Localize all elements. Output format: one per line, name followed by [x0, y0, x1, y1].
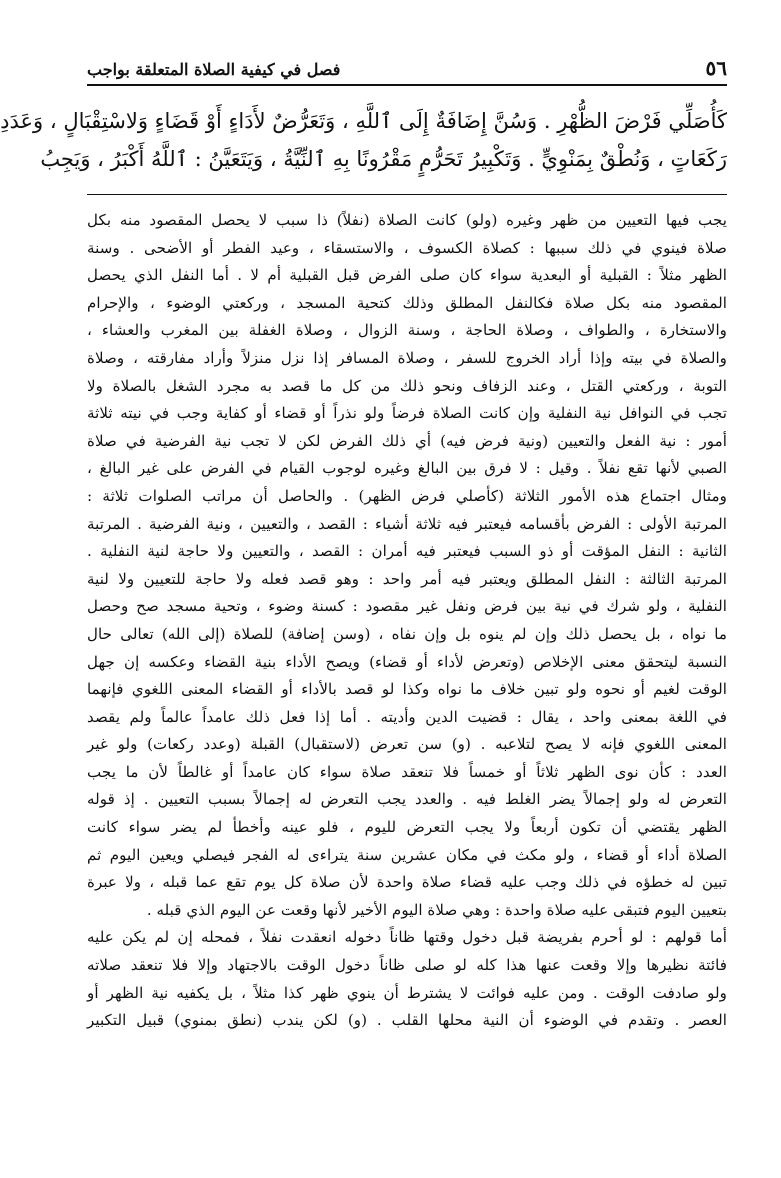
- divider-line: [87, 194, 727, 195]
- commentary-line: الصبي لأنها تقع نفلاً . وقيل : لا فرق بين البالغ وغيره لوجوب القيام في الفرض على غير البالغ ،: [87, 459, 727, 478]
- commentary-line: المقصود منه بكل صلاة فكالنفل المطلق وذلك كتحية المسجد ، وركعتي الوضوء ، والإحرام: [87, 293, 727, 312]
- commentary-line: الظهر مثلاً : القبلية أو البعدية سواء كان صلى الفرض قبل القبلية أم لا . أما النفل الذي يحصل: [87, 266, 727, 285]
- commentary-line: تجب في النوافل نية النفلية وإن كانت الصلاة فرضاً ولو نذراً أو قضاء أو كفاية وجب في نيته ثلاثة: [87, 404, 727, 423]
- commentary-line: فائتة نظيرها وإلا وقعت عنها هذا كله لو صلى ظاناً دخول الوقت بالاجتهاد وإلا فلا تنعقد صلاته: [87, 956, 727, 975]
- commentary-line: المرتبة الأولى : الفرض بأقسامه فيعتبر فيه ثلاثة أشياء : القصد ، والتعيين ، ونية الفرضية . المرتبة: [87, 514, 727, 533]
- commentary-text: [87, 207, 727, 1035]
- commentary-line: أما قولهم : لو أحرم بفريضة قبل دخول وقتها ظاناً دخوله انعقدت نفلاً ، فمحله إن لم يكن عليه: [87, 928, 727, 947]
- commentary-line: صلاة فينوي في ذلك سببها : كصلاة الكسوف ، والاستسقاء ، وعيد الفطر أو الأضحى . وسنة: [87, 238, 727, 257]
- commentary-line: النفلية ، ولو شرك في نية بين فرض ونفل غير مقصود : كسنة وضوء ، وتحية مسجد صح وحصل: [87, 597, 727, 616]
- commentary-line: ومثال اجتماع هذه الأمور الثلاثة (كأصلي فرض الظهر) . والحاصل أن مراتب الصلوات ثلاثة :: [87, 486, 727, 505]
- commentary-line: الثانية : النفل المؤقت أو ذو السبب فيعتبر فيه أمران : القصد ، والتعيين ولا حاجة لنية النفلية .: [87, 542, 727, 561]
- commentary-line: المعنى اللغوي فإنه لا يصح لتلاعبه . (و) سن تعرض (لاستقبال) القبلة (وعدد ركعات) ولو غير: [87, 735, 727, 754]
- commentary-line: الصلاة أداء أو قضاء ، ولو مكث في مكان عشرين سنة يتراءى له الفجر فيصلي ويعين اليوم ثم: [87, 845, 727, 864]
- page-number: ٥٦: [705, 56, 727, 80]
- commentary-line: والاستخارة ، والطواف ، وصلاة الحاجة ، وسنة الزوال ، وصلاة الغفلة بين المغرب والعشاء ،: [87, 321, 727, 340]
- commentary-line: يجب فيها التعيين من ظهر وغيره (ولو) كانت الصلاة (نفلاً) ذا سبب لا يحصل المقصود منه بكل: [87, 211, 727, 229]
- main-text: [0, 102, 727, 178]
- commentary-line: العصر . وتقدم في الوضوء أن النية محلها القلب . (و) لكن يندب (نطق بمنوي) قبيل التكبير: [87, 1011, 727, 1030]
- commentary-line: ما نواه ، بل يحصل ذلك وإن لم ينوه بل وإن نفاه ، (وسن إضافة) للصلاة (إلى الله) تعالى حال: [87, 624, 727, 643]
- commentary-line: النسبة ليتحقق معنى الإخلاص (وتعرض لأداء أو قضاء) ويصح الأداء بنية القضاء وعكسه إن جهل: [87, 652, 727, 671]
- chapter-title: فصل في كيفية الصلاة المتعلقة بواجب: [87, 60, 341, 79]
- book-page: [0, 56, 727, 1035]
- main-text-line: رَكَعَاتٍ ، وَنُطْقٌ بِمَنْوِيٍّ . وَتَكْبِيرُ تَحَرُّمٍ مَقْرُونًا بِهِ ٱلنِّيَّةُ ، وَيَتَعَيَّنُ : ٱللَّهُ أَكْبَرُ ، وَيَجِبُ: [40, 147, 727, 171]
- running-header: [87, 56, 727, 86]
- commentary-line: والصلاة في بيته وإذا أراد الخروج للسفر ، وصلاة المسافر إذا نزل منزلاً وأراد مفارقته ، وصلاة: [87, 348, 727, 367]
- commentary-line: أمور : نية الفعل والتعيين (ونية فرض فيه) أي ذلك الفرض لكن لا تجب نية الفرضية في صلاة: [87, 431, 727, 450]
- commentary-line: الوقت لغيم أو نحوه ولو تبين خلاف ما نواه وكذا لو قصد بالأداء أو القضاء المعنى اللغوي فإنهما: [87, 680, 727, 699]
- commentary-line: الظهر يقتضي أن تكون أربعاً ولا يجب التعرض لليوم ، فلو عينه وأخطأ لم يضر سواء كانت: [87, 818, 727, 837]
- commentary-line: في اللغة بمعنى واحد ، يقال : قضيت الدين وأديته . أما إذا فعل ذلك عامداً عالماً ولم يقصد: [87, 707, 727, 726]
- commentary-line: العدد : كأن نوى الظهر ثلاثاً أو خمساً فلا تنعقد صلاة سواء كان عامداً أو غالطاً لأن ما يجب: [87, 762, 727, 781]
- commentary-line: التوبة ، وركعتي القتل ، وعند الزفاف ونحو ذلك من كل ما قصد به مجرد الشغل بالصلاة ولا: [87, 376, 727, 395]
- commentary-line: التعرض له ولو إجمالاً يضر الغلط فيه . والعدد يجب التعرض له إجمالاً بسبب التعيين . إذ قوله: [87, 790, 727, 809]
- main-text-line: كَأُصَلِّي فَرْضَ الظُّهْرِ . وَسُنَّ إِضَافَةٌ إِلَى ٱللَّهِ ، وَتَعَرُّضٌ لأَدَاءٍ أَوْ قَضَاءٍ وَلاسْتِقْبَالٍ ، وَعَدَدِ: [0, 109, 727, 133]
- commentary-line: تبين له خطؤه في ذلك وجب عليه قضاء صلاة واحدة لأن صلاة كل يوم تقع عما قبله ، ولا عبرة: [87, 873, 727, 892]
- commentary-line: ولو صادفت الوقت . ومن عليه فوائت لا يشترط أن ينوي ظهر كذا مثلاً ، بل يكفيه نية الظهر أو: [87, 983, 727, 1002]
- commentary-line: المرتبة الثالثة : النفل المطلق ويعتبر فيه أمر واحد : وهو قصد فعله ولا حاجة للتعيين ولا لنية: [87, 569, 727, 588]
- commentary-line: بتعيين اليوم فتبقى عليه صلاة واحدة : وهي صلاة اليوم الأخير لأنها وقعت عن اليوم الذي قبله .: [146, 900, 727, 919]
